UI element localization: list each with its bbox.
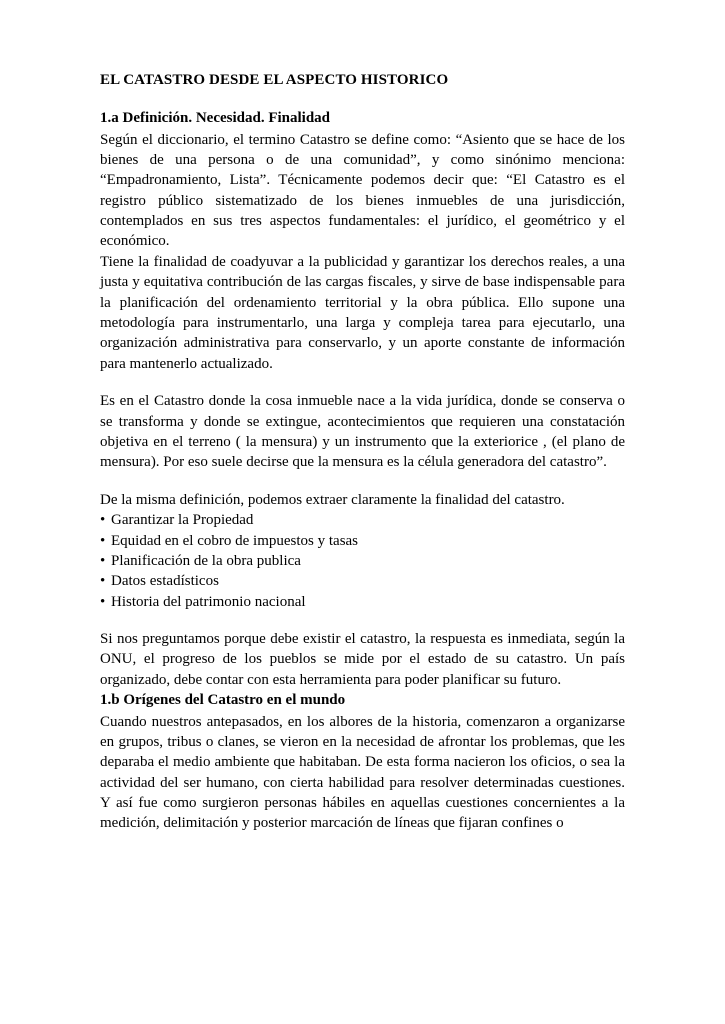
paragraph-onu: Si nos preguntamos porque debe existir el catastro, la respuesta es inmediata, según la ONU, el progreso de los pueblos se mide por el estado de su catastro. Un país organizado, debe contar con esta herramienta para poder planificar su futuro. xyxy=(100,631,625,688)
list-item-label: Equidad en el cobro de impuestos y tasas xyxy=(111,532,359,549)
list-item xyxy=(100,510,625,530)
bullet-icon: • xyxy=(100,532,106,549)
list-item-label: Garantizar la Propiedad xyxy=(111,512,254,529)
bullet-icon: • xyxy=(100,512,106,529)
paragraph-finalidad: Tiene la finalidad de coadyuvar a la publicidad y garantizar los derechos reales, a una justa y equitativa contribución de las cargas fiscales, y sirve de base indispensable para la planificación del ordenamiento territorial y la obra pública. Ello supone una metodología para instrumentarlo, una larga y compleja tarea para ejecutarlo, una organización administrativa para conservarlo, y un aporte constante de información para mantenerlo actualizado. xyxy=(100,253,625,372)
document-title: EL CATASTRO DESDE EL ASPECTO HISTORICO xyxy=(100,72,449,88)
list-item xyxy=(100,551,625,571)
bullet-icon: • xyxy=(100,573,106,590)
list-item-label: Planificación de la obra publica xyxy=(111,552,301,569)
bullet-icon: • xyxy=(100,552,106,569)
list-item xyxy=(100,592,625,612)
paragraph-finalidad-intro: De la misma definición, podemos extraer claramente la finalidad del catastro. xyxy=(100,491,565,508)
list-item-label: Historia del patrimonio nacional xyxy=(111,593,306,610)
list-item xyxy=(100,571,625,591)
paragraph-definicion-1: Según el diccionario, el termino Catastro se define como: “Asiento que se hace de los bienes de una persona o de una comunidad”, y como sinónimo menciona: “Empadronamiento, Lista”. Técnicamente podemos decir que: “El Catastro es el registro público sistematizado de los bienes inmuebles de una jurisdicción, contemplados en sus tres aspectos fundamentales: el jurídico, el geométrico y el económico. xyxy=(100,131,625,250)
paragraph-origenes-1: Cuando nuestros antepasados, en los albores de la historia, comenzaron a organizarse en grupos, tribus o clanes, se vieron en la necesidad de afrontar los problemas, que les deparaba el medio ambiente que habitaban. De esta forma nacieron los oficios, o sea la actividad del ser humano, con cierta habilidad para resolver determinadas cuestiones. Y así fue como surgieron personas hábiles en aquellas cuestiones concernientes a la medición, delimitación y posterior marcación de líneas que fijaran confines o xyxy=(100,713,625,832)
bullet-icon: • xyxy=(100,593,106,610)
list-item xyxy=(100,531,625,551)
section-heading-definicion: 1.a Definición. Necesidad. Finalidad xyxy=(100,110,331,127)
section-heading-origenes: 1.b Orígenes del Catastro en el mundo xyxy=(100,692,346,709)
list-item-label: Datos estadísticos xyxy=(111,573,219,590)
finalidad-bullet-list xyxy=(100,510,625,612)
paragraph-vida-juridica: Es en el Catastro donde la cosa inmueble nace a la vida jurídica, donde se conserva o se transforma y donde se extingue, acontecimientos que requieren una constatación objetiva en el terreno ( la mensura) y un instrumento que la exteriorice , (el plano de mensura). Por eso suele decirse que la mensura es la célula generadora del catastro”. xyxy=(100,393,625,471)
